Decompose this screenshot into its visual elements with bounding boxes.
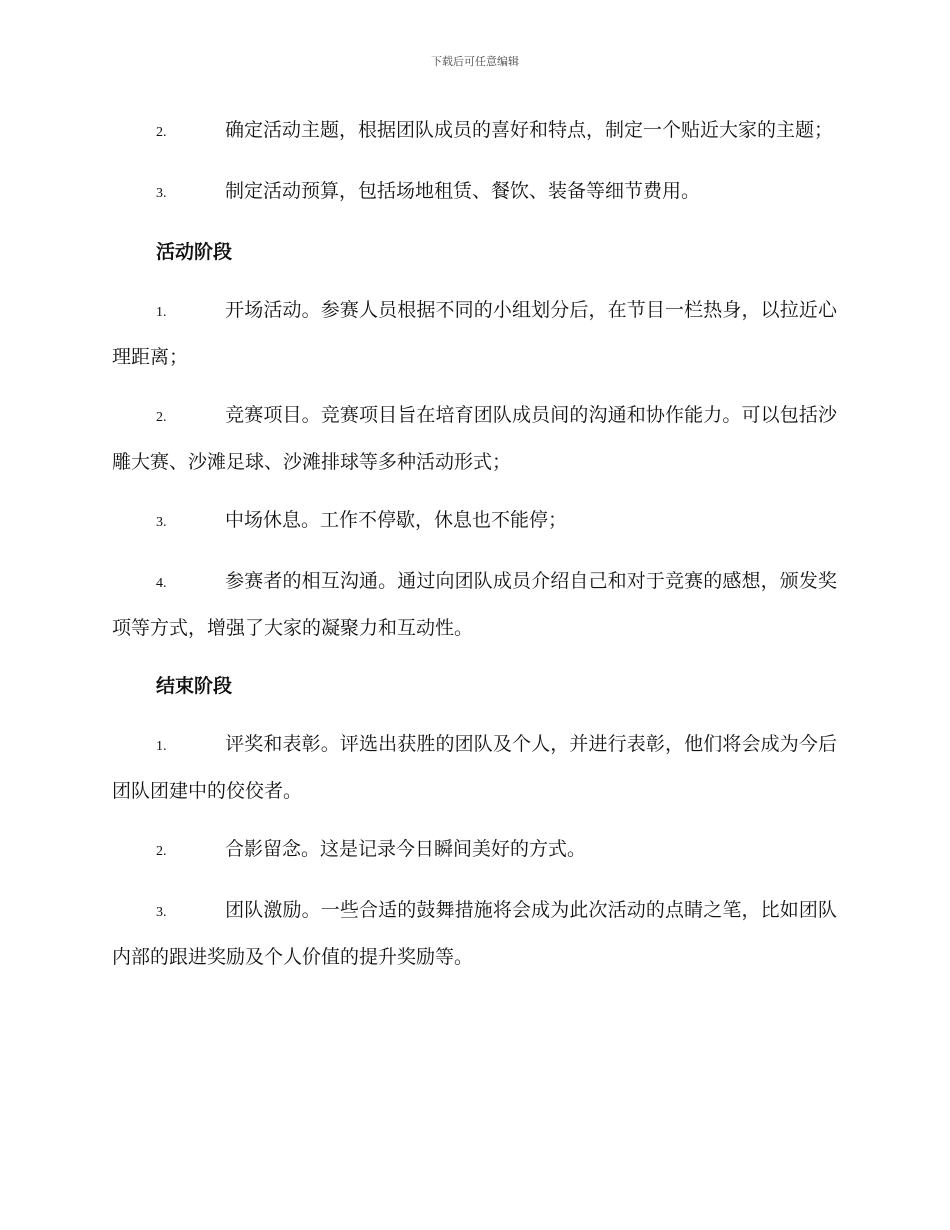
document-body	[112, 108, 837, 993]
list-item-text: 评奖和表彰。评选出获胜的团队及个人，并进行表彰，他们将会成为今后团队团建中的佼佼者。	[112, 733, 837, 802]
list-item	[112, 722, 837, 813]
list-item	[112, 108, 837, 155]
list-item-text: 制定活动预算，包括场地租赁、餐饮、装备等细节费用。	[225, 180, 701, 202]
list-number: 2.	[156, 410, 167, 425]
list-item	[112, 288, 837, 379]
list-number: 1.	[156, 305, 167, 320]
section-heading: 结束阶段	[156, 675, 233, 697]
list-item-text: 团队激励。一些合适的鼓舞措施将会成为此次活动的点睛之笔，比如团队内部的跟进奖励及个人价值的提升奖励等。	[112, 899, 837, 968]
list-item	[112, 888, 837, 979]
list-number: 4.	[156, 576, 167, 591]
list-number: 2.	[156, 844, 167, 859]
list-item-text: 合影留念。这是记录今日瞬间美好的方式。	[225, 838, 587, 860]
list-item	[112, 559, 837, 650]
list-item	[112, 498, 837, 545]
list-item	[112, 169, 837, 216]
list-item	[112, 827, 837, 874]
page-header: 下载后可任意编辑	[431, 55, 519, 68]
list-item-text: 开场活动。参赛人员根据不同的小组划分后，在节目一栏热身，以拉近心理距离；	[112, 299, 837, 368]
list-item-text: 参赛者的相互沟通。通过向团队成员介绍自己和对于竞赛的感想，颁发奖项等方式，增强了大家的凝聚力和互动性。	[112, 570, 837, 639]
list-item-text: 中场休息。工作不停歇，休息也不能停；	[225, 509, 568, 531]
list-item-text: 竞赛项目。竞赛项目旨在培育团队成员间的沟通和协作能力。可以包括沙雕大赛、沙滩足球、沙滩排球等多种活动形式；	[112, 404, 837, 473]
list-item	[112, 393, 837, 484]
list-item-text: 确定活动主题，根据团队成员的喜好和特点，制定一个贴近大家的主题；	[225, 119, 834, 141]
list-number: 1.	[156, 739, 167, 754]
section-heading: 活动阶段	[156, 241, 233, 263]
list-number: 2.	[156, 125, 167, 140]
list-number: 3.	[156, 515, 167, 530]
list-number: 3.	[156, 186, 167, 201]
list-number: 3.	[156, 905, 167, 920]
